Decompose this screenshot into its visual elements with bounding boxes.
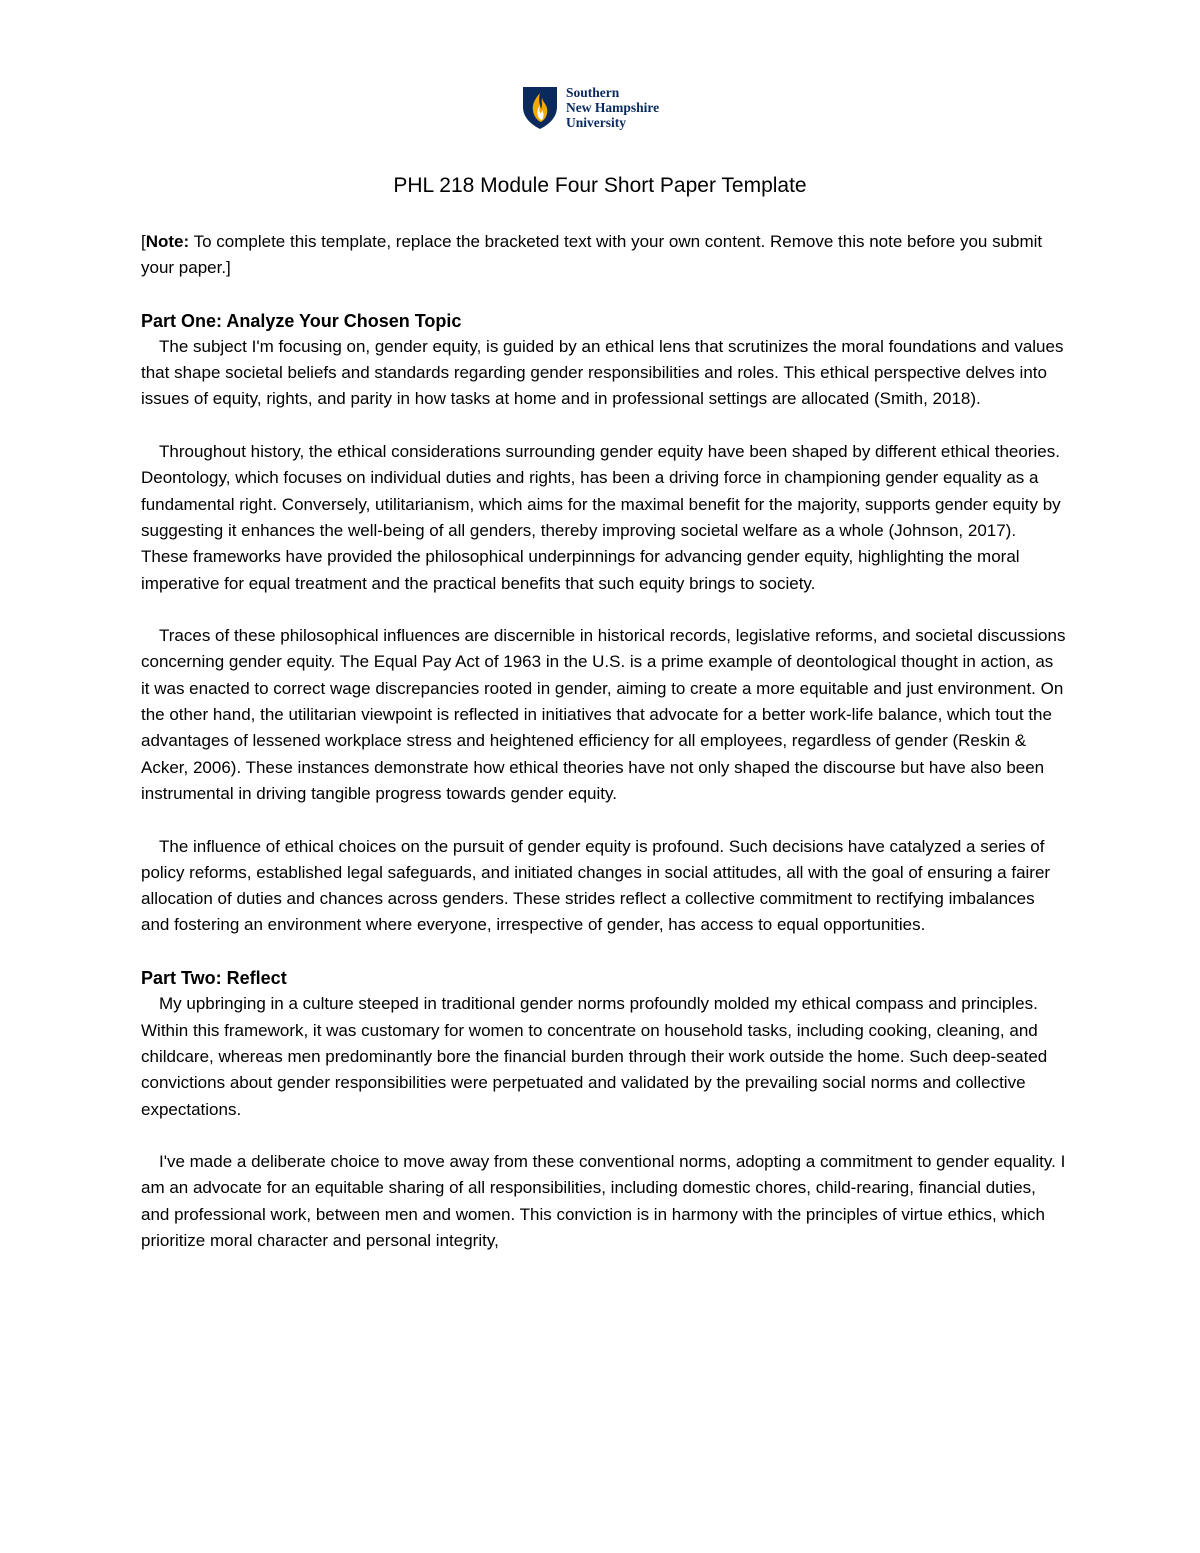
template-note bbox=[141, 229, 1066, 282]
shield-flame-icon bbox=[521, 85, 559, 131]
part-one-heading: Part One: Analyze Your Chosen Topic bbox=[141, 310, 462, 331]
part-two-paragraph: I've made a deliberate choice to move away from these conventional norms, adopting a commitment to gender equality. I am an advocate for an equitable sharing of all responsibilities, including domestic chores, child-rearing, financial duties, and professional work, between men and women. This conviction is in harmony with the principles of virtue ethics, which prioritize moral character and personal integrity, bbox=[141, 1152, 1066, 1250]
logo-line-2: New Hampshire bbox=[566, 100, 660, 115]
part-one-paragraph: The subject I'm focusing on, gender equity, is guided by an ethical lens that scrutinizes the moral foundations and values that shape societal beliefs and standards regarding gender responsibilities and roles. This ethical perspective delves into issues of equity, rights, and parity in how tasks at home and in professional settings are allocated (Smith, 2018). bbox=[141, 336, 1064, 409]
note-label: Note: bbox=[145, 232, 190, 251]
part-two-paragraph: My upbringing in a culture steeped in traditional gender norms profoundly molded my ethical compass and principles. Within this framework, it was customary for women to concentrate on household tasks, including cooking, cleaning, and childcare, whereas men predominantly bore the financial burden through their work outside the home. Such deep-seated convictions about gender responsibilities were perpetuated and validated by the prevailing social norms and collective expectations. bbox=[141, 994, 1048, 1119]
document-body bbox=[141, 229, 1066, 1254]
part-one-paragraph: The influence of ethical choices on the pursuit of gender equity is profound. Such decisions have catalyzed a series of policy reforms, established legal safeguards, and initiated changes in social attitudes, all with the goal of ensuring a fairer allocation of duties and chances across genders. These strides reflect a collective commitment to rectifying imbalances and fostering an environment where everyone, irrespective of gender, has access to equal opportunities. bbox=[141, 836, 1051, 935]
university-name bbox=[566, 85, 659, 130]
note-text: To complete this template, replace the bracketed text with your own content. Remove this note before you submit your paper.] bbox=[141, 232, 1043, 278]
page-title: PHL 218 Module Four Short Paper Template bbox=[393, 174, 807, 197]
part-one-paragraph: Throughout history, the ethical considerations surrounding gender equity have been shaped by different ethical theories. Deontology, which focuses on individual duties and rights, has been a driving force in championing gender equality as a fundamental right. Conversely, utilitarianism, which aims for the maximal benefit for the majority, supports gender equity by suggesting it enhances the well-being of all genders, thereby improving societal welfare as a whole (Johnson, 2017). These frameworks have provided the philosophical underpinnings for advancing gender equity, highlighting the moral imperative for equal treatment and the practical benefits that such equity brings to society. bbox=[141, 442, 1061, 593]
part-two-heading: Part Two: Reflect bbox=[141, 968, 287, 989]
part-one-paragraph: Traces of these philosophical influences are discernible in historical records, legislative reforms, and societal discussions concerning gender equity. The Equal Pay Act of 1963 in the U.S. is a prime example of deontological thought in action, as it was enacted to correct wage discrepancies rooted in gender, aiming to create a more equitable and just environment. On the other hand, the utilitarian viewpoint is reflected in initiatives that advocate for a better work-life balance, which tout the advantages of lessened workplace stress and heightened efficiency for all employees, regardless of gender (Reskin & Acker, 2006). These instances demonstrate how ethical theories have not only shaped the discourse but have also been instrumental in driving tangible progress towards gender equity. bbox=[141, 626, 1066, 803]
note-open-bracket: [ bbox=[141, 232, 146, 251]
university-logo bbox=[521, 85, 691, 133]
logo-line-3: University bbox=[566, 115, 626, 130]
logo-line-1: Southern bbox=[566, 85, 620, 100]
